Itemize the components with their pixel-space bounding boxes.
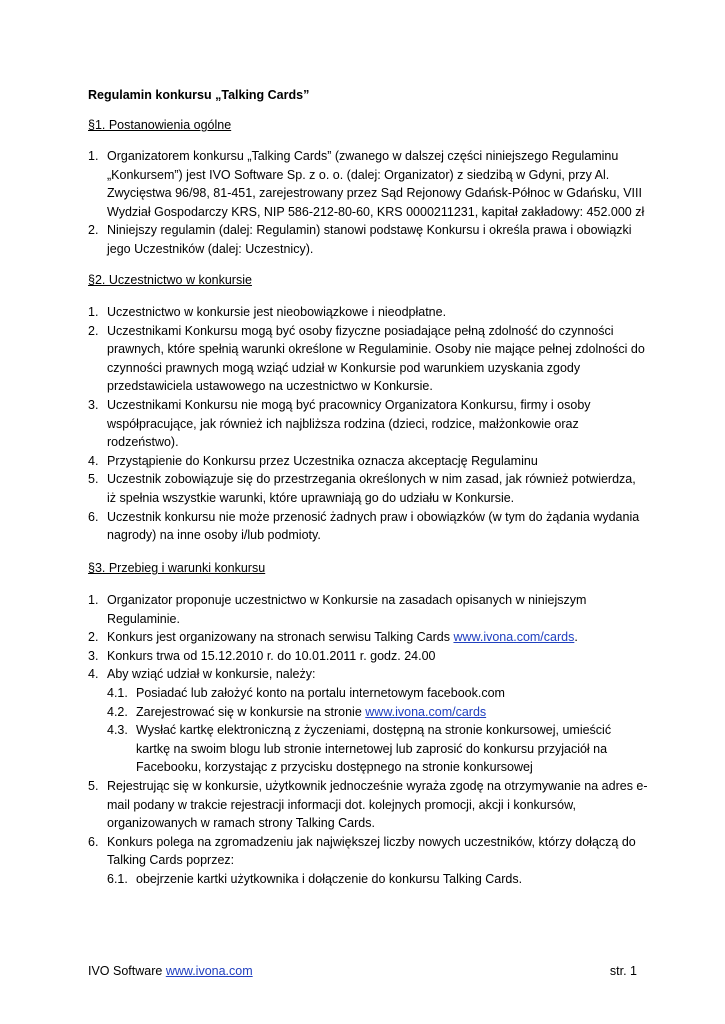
list-item: 5. Uczestnik zobowiązuje się do przestrzegania określonych w nim zasad, jak również potwierdza, iż spełnia wszystkie warunki, które uprawniają go do udziału w Konkursie. (88, 472, 636, 505)
section-2-list (88, 303, 648, 545)
section-3-heading: §3. Przebieg i warunki konkursu (88, 561, 266, 575)
list-item: 2. Uczestnikami Konkursu mogą być osoby fizyczne posiadające pełną zdolność do czynności prawnych, które spełnią warunki określone w Regulaminie. Osoby nie mające pełnej zdolności do czynności prawnych mogą wziąć udział w Konkursie pod warunkiem uzyskania zgody przedstawiciela ustawowego na uczestnictwo w Konkursie. (88, 323, 645, 394)
page-number: str. 1 (609, 964, 637, 978)
sub-list-item: 4.3. Wysłać kartkę elektroniczną z życzeniami, dostępną na stronie konkursowej, umieścić kartkę na swoim blogu lub stronie internetowej lub zaprosić do konkursu przyjaciół na Facebooku, korzystając z przycisku dostępnego na stronie konkursowej (107, 723, 612, 775)
footer-company: IVO Software www.ivona.com (88, 964, 253, 978)
section-2-heading: §2. Uczestnictwo w konkursie (88, 273, 252, 287)
section-1-heading: §1. Postanowienia ogólne (88, 118, 232, 132)
list-item: 4. Przystąpienie do Konkursu przez Uczestnika oznacza akceptację Regulaminu (88, 453, 538, 468)
document-title: Regulamin konkursu „Talking Cards” (88, 88, 310, 102)
section-3-list (88, 591, 648, 889)
sub-list-item: 6.1. obejrzenie kartki użytkownika i dołączenie do konkursu Talking Cards. (107, 871, 523, 886)
list-item: 6. Konkurs polega na zgromadzeniu jak największej liczby nowych uczestników, którzy dołączą do Talking Cards poprzez: (88, 834, 636, 868)
list-item: 4. Aby wziąć udział w konkursie, należy: (88, 667, 316, 682)
list-item: 2. Konkurs jest organizowany na stronach serwisu Talking Cards www.ivona.com/cards. (88, 630, 578, 645)
list-item: 6. Uczestnik konkursu nie może przenosić żadnych praw i obowiązków (w tym do żądania wydania nagrody) na inne osoby i/lub podmioty. (88, 509, 640, 543)
list-item: 1. Organizator proponuje uczestnictwo w Konkursie na zasadach opisanych w niniejszym Regulaminie. (88, 593, 587, 626)
list-item: 5. Rejestrując się w konkursie, użytkownik jednocześnie wyraża zgodę na otrzymywanie na adres e-mail podany w trakcie rejestracji informacji dot. kolejnych promocji, akcji i konkursów, organizowanych w ramach strony Talking Cards. (88, 778, 648, 831)
footer-ivona-link[interactable]: www.ivona.com (165, 964, 253, 978)
list-item: 1. Uczestnictwo w konkursie jest nieobowiązkowe i nieodpłatne. (88, 305, 447, 319)
sub-list-item: 4.2. Zarejestrować się w konkursie na stronie www.ivona.com/cards (107, 704, 487, 719)
list-item: 1. Organizatorem konkursu „Talking Cards” (zwanego w dalszej części niniejszego Regulaminu „Konkursem”) jest IVO Software Sp. z o. o. (dalej: Organizator) z siedzibą w Gdyni, przy Al. Zwycięstwa 96/98, 81-451, zarejestrowany przez Sąd Rejonowy Gdańsk-Północ w Gdańsku, VIII Wydział Gospodarczy KRS, NIP 586-212-80-60, KRS 0000211231, kapitał zakładowy: 452.000 zł (88, 149, 645, 219)
ivona-cards-link[interactable]: www.ivona.com/cards (365, 704, 487, 719)
list-item: 3. Uczestnikami Konkursu nie mogą być pracownicy Organizatora Konkursu, firmy i osoby współpracujące, jak również ich najbliższa rodzina (dzieci, rodzice, małżonkowie oraz rodzeństwo). (88, 397, 591, 450)
section-1-list (88, 147, 648, 259)
list-item: 3. Konkurs trwa od 15.12.2010 r. do 10.01.2011 r. godz. 24.00 (88, 648, 436, 663)
list-item: 2. Niniejszy regulamin (dalej: Regulamin) stanowi podstawę Konkursu i określa prawa i obowiązki jego Uczestników (dalej: Uczestnicy). (88, 223, 632, 256)
ivona-cards-link[interactable]: www.ivona.com/cards (453, 630, 575, 645)
sub-list-item: 4.1. Posiadać lub założyć konto na portalu internetowym facebook.com (107, 685, 505, 700)
